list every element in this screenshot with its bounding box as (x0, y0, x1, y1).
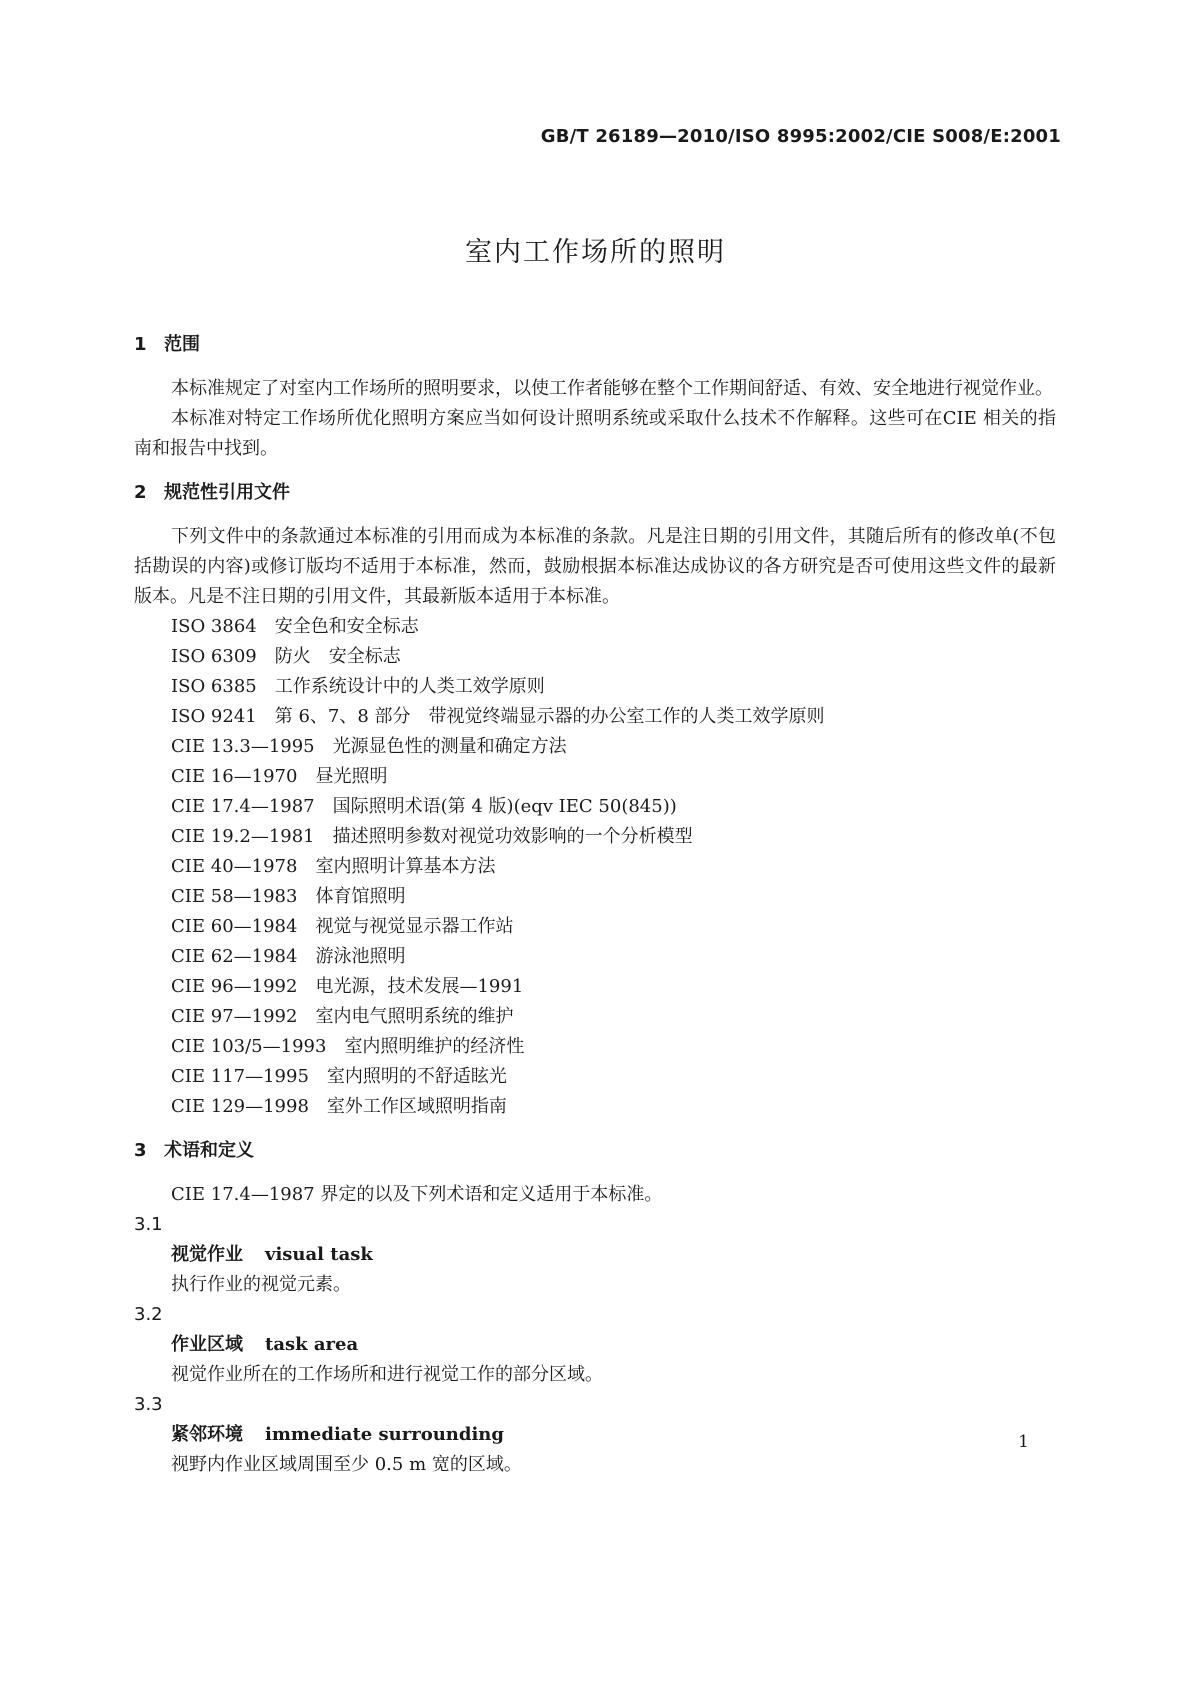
reference-code: CIE 129—1998 (171, 1096, 309, 1117)
reference-title: 防火 安全标志 (274, 646, 401, 667)
paragraph: 本标准规定了对室内工作场所的照明要求，以使工作者能够在整个工作期间舒适、有效、安全地进行视觉作业。 (171, 378, 1053, 399)
reference-item (134, 822, 1056, 852)
term-definition: 视野内作业区域周围至少 0.5 m 宽的区域。 (171, 1454, 522, 1475)
reference-title: 体育馆照明 (315, 886, 406, 907)
standard-code: GB/T 26189—2010/ISO 8995:2002/CIE S008/E:2001 (540, 126, 1061, 147)
reference-title: 安全色和安全标志 (274, 616, 419, 637)
term-heading (134, 1240, 1056, 1270)
term-number: 3.2 (134, 1304, 163, 1325)
reference-item (134, 792, 1056, 822)
paragraph: 本标准对特定工作场所优化照明方案应当如何设计照明系统或采取什么技术不作解释。这些可在CIE 相关的指南和报告中找到。 (134, 408, 1056, 459)
section-3-heading (134, 1136, 1056, 1166)
term-chinese: 紧邻环境 (171, 1424, 243, 1445)
document-body (134, 330, 1056, 1480)
reference-title: 室内照明计算基本方法 (315, 856, 496, 877)
page-title: 室内工作场所的照明 (465, 237, 726, 268)
reference-item (134, 672, 1056, 702)
reference-code: CIE 117—1995 (171, 1066, 309, 1087)
reference-code: CIE 13.3—1995 (171, 736, 315, 757)
term-english: immediate surrounding (265, 1424, 504, 1445)
reference-code: CIE 62—1984 (171, 946, 298, 967)
reference-item (134, 1002, 1056, 1032)
term-english: visual task (265, 1244, 373, 1265)
term-number: 3.1 (134, 1214, 163, 1235)
reference-item (134, 942, 1056, 972)
reference-title: 室内电气照明系统的维护 (315, 1006, 514, 1027)
reference-code: CIE 19.2—1981 (171, 826, 315, 847)
reference-code: CIE 16—1970 (171, 766, 298, 787)
reference-code: CIE 58—1983 (171, 886, 298, 907)
reference-title: 室外工作区域照明指南 (326, 1096, 507, 1117)
reference-item (134, 612, 1056, 642)
term-heading (134, 1420, 1056, 1450)
reference-title: 视觉与视觉显示器工作站 (315, 916, 514, 937)
reference-item (134, 1032, 1056, 1062)
reference-code: CIE 97—1992 (171, 1006, 298, 1027)
reference-title: 游泳池照明 (315, 946, 406, 967)
reference-title: 室内照明维护的经济性 (344, 1036, 525, 1057)
reference-title: 光源显色性的测量和确定方法 (332, 736, 567, 757)
reference-title: 描述照明参数对视觉功效影响的一个分析模型 (332, 826, 693, 847)
section-number: 1 (134, 334, 147, 355)
section-number: 2 (134, 482, 147, 503)
reference-title: 室内照明的不舒适眩光 (326, 1066, 507, 1087)
reference-item (134, 912, 1056, 942)
term-definition: 视觉作业所在的工作场所和进行视觉工作的部分区域。 (171, 1364, 603, 1385)
reference-title: 第 6、7、8 部分 带视觉终端显示器的办公室工作的人类工效学原则 (274, 706, 825, 727)
section-title: 规范性引用文件 (164, 482, 290, 503)
reference-code: CIE 17.4—1987 (171, 796, 315, 817)
reference-item (134, 852, 1056, 882)
reference-code: CIE 103/5—1993 (171, 1036, 327, 1057)
term-chinese: 作业区域 (171, 1334, 243, 1355)
normative-reference-list (134, 612, 1056, 1122)
reference-code: CIE 40—1978 (171, 856, 298, 877)
reference-code: ISO 6309 (171, 646, 257, 667)
reference-item (134, 702, 1056, 732)
reference-item (134, 972, 1056, 1002)
reference-item (134, 882, 1056, 912)
reference-item (134, 732, 1056, 762)
reference-title: 工作系统设计中的人类工效学原则 (274, 676, 545, 697)
term-definition: 执行作业的视觉元素。 (171, 1274, 351, 1295)
paragraph: CIE 17.4—1987 界定的以及下列术语和定义适用于本标准。 (171, 1184, 663, 1205)
reference-title: 昼光照明 (315, 766, 388, 787)
term-heading (134, 1330, 1056, 1360)
section-number: 3 (134, 1140, 147, 1161)
section-1-heading (134, 330, 1056, 360)
reference-item (134, 642, 1056, 672)
reference-code: ISO 9241 (171, 706, 257, 727)
reference-item (134, 1092, 1056, 1122)
paragraph: 下列文件中的条款通过本标准的引用而成为本标准的条款。凡是注日期的引用文件，其随后所有的修改单(不包括勘误的内容)或修订版均不适用于本标准，然而，鼓励根据本标准达成协议的各方研究是否可使用这些文件的最新版本。凡是不注日期的引用文件，其最新版本适用于本标准。 (134, 526, 1056, 607)
reference-item (134, 1062, 1056, 1092)
reference-title: 电光源，技术发展—1991 (315, 976, 524, 997)
term-english: task area (265, 1334, 359, 1355)
reference-code: CIE 60—1984 (171, 916, 298, 937)
reference-code: CIE 96—1992 (171, 976, 298, 997)
section-title: 范围 (164, 334, 200, 355)
section-2-heading (134, 478, 1056, 508)
term-chinese: 视觉作业 (171, 1244, 243, 1265)
page-number: 1 (1018, 1432, 1029, 1452)
reference-code: ISO 3864 (171, 616, 257, 637)
reference-title: 国际照明术语(第 4 版)(eqv IEC 50(845)) (332, 796, 677, 817)
section-title: 术语和定义 (164, 1140, 254, 1161)
term-number: 3.3 (134, 1394, 163, 1415)
reference-code: ISO 6385 (171, 676, 257, 697)
reference-item (134, 762, 1056, 792)
